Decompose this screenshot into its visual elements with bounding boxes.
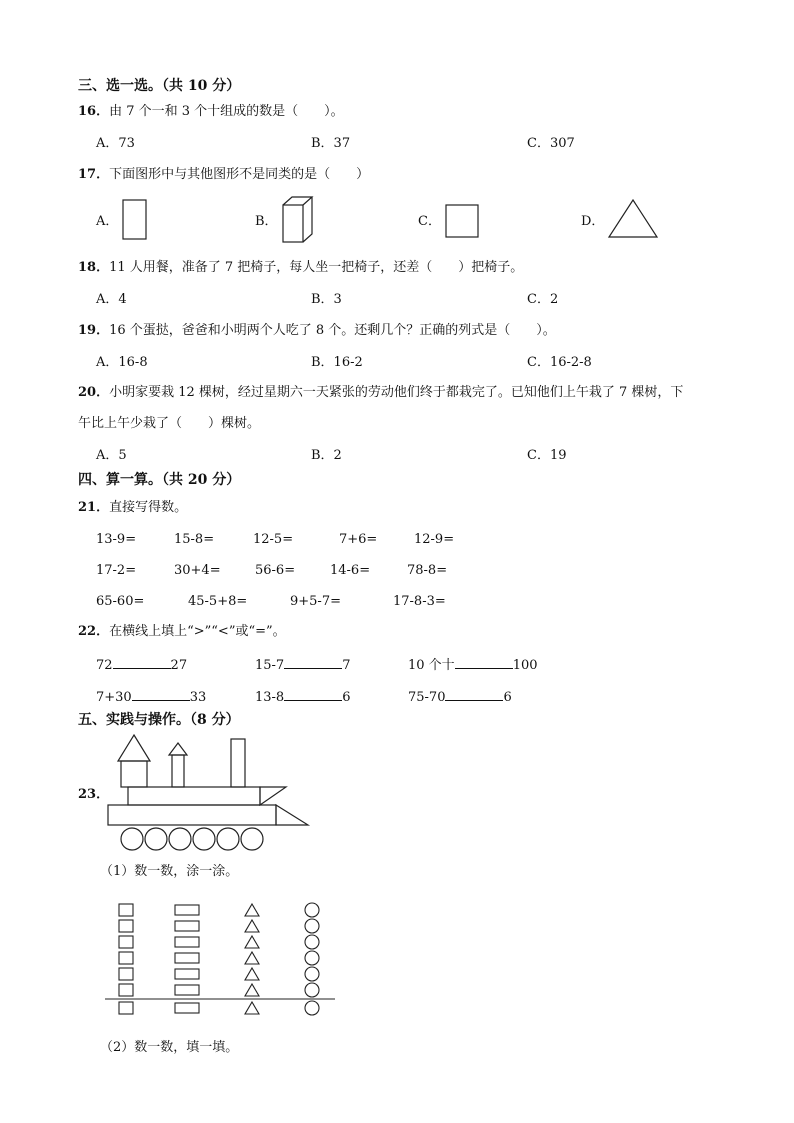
count-circle — [305, 903, 319, 917]
option-a[interactable]: A．16-8 — [96, 355, 148, 370]
count-square — [119, 952, 133, 964]
option-c[interactable]: C．2 — [527, 292, 559, 307]
compare-left: 15-7 — [255, 658, 285, 673]
compare-left: 13-8 — [255, 690, 285, 705]
calc-item[interactable]: 12-9= — [414, 532, 455, 547]
question-number: 23． — [78, 787, 110, 802]
question-18 — [78, 260, 523, 276]
train-figure — [100, 733, 310, 853]
question-number: 17． — [78, 167, 110, 182]
compare-right: 6 — [503, 690, 512, 705]
option-a[interactable]: A．4 — [96, 292, 127, 307]
calc-item[interactable]: 78-8= — [407, 563, 448, 578]
compare-right: 27 — [170, 658, 188, 673]
train-upper-front — [260, 787, 286, 805]
compare-right: 7 — [342, 658, 351, 673]
calc-item[interactable]: 9+5-7= — [290, 594, 341, 609]
section-5-heading: 五、实践与操作。（8 分） — [78, 712, 240, 728]
train-wheel — [121, 828, 143, 850]
calc-item[interactable]: 13-9= — [96, 532, 137, 547]
question-22 — [78, 624, 286, 640]
train-wheel — [169, 828, 191, 850]
count-square — [119, 984, 133, 996]
option-b[interactable]: B． — [255, 214, 278, 229]
triangle-shape — [608, 198, 660, 240]
compare-left: 7+30 — [96, 690, 132, 705]
question-20 — [78, 385, 683, 401]
count-circle — [305, 919, 319, 933]
option-b[interactable]: B．3 — [311, 292, 342, 307]
compare-right: 33 — [189, 690, 207, 705]
calc-item[interactable]: 45-5+8= — [188, 594, 248, 609]
section-4-heading: 四、算一算。（共 20 分） — [78, 472, 241, 488]
question-number: 19． — [78, 323, 110, 338]
question-number: 22． — [78, 624, 110, 639]
option-a[interactable]: A． — [96, 214, 119, 229]
option-c[interactable]: C． — [418, 214, 441, 229]
square-shape — [445, 204, 481, 240]
count-square — [119, 920, 133, 932]
compare-item — [96, 656, 187, 674]
count-square — [119, 1002, 133, 1014]
counting-chart — [105, 898, 337, 1022]
question-number: 18． — [78, 260, 110, 275]
option-c[interactable]: C．16-2-8 — [527, 355, 592, 370]
compare-blank[interactable] — [113, 656, 171, 669]
option-c[interactable]: C．19 — [527, 448, 567, 463]
question-text-line-2: 午比上午少栽了（ ）棵树。 — [78, 416, 261, 431]
count-rectangle — [175, 953, 199, 963]
calc-item[interactable]: 15-8= — [174, 532, 215, 547]
sub-question-2: （2）数一数，填一填。 — [100, 1040, 239, 1055]
count-circle — [305, 951, 319, 965]
question-21 — [78, 500, 187, 516]
question-16 — [78, 104, 344, 120]
compare-blank[interactable] — [284, 656, 342, 669]
calc-item[interactable]: 17-2= — [96, 563, 137, 578]
train-lower-body — [108, 805, 276, 825]
question-text: 在横线上填上“>”“<”或“=”。 — [109, 624, 286, 639]
count-triangle — [245, 952, 259, 964]
calc-item[interactable]: 65-60= — [96, 594, 145, 609]
option-a[interactable]: A．5 — [96, 448, 127, 463]
count-circle — [305, 1001, 319, 1015]
count-triangle — [245, 904, 259, 916]
train-small-chimney — [172, 755, 184, 787]
compare-left: 10 个十 — [408, 658, 455, 673]
option-d[interactable]: D． — [581, 214, 605, 229]
count-rectangle — [175, 985, 199, 995]
question-number: 16． — [78, 104, 110, 119]
count-triangle — [245, 1002, 259, 1014]
count-rectangle — [175, 937, 199, 947]
train-left-roof — [118, 735, 150, 761]
question-text: 下面图形中与其他图形不是同类的是（ ） — [109, 167, 370, 182]
option-b[interactable]: B．2 — [311, 448, 342, 463]
calc-item[interactable]: 12-5= — [253, 532, 294, 547]
train-upper-body — [128, 787, 260, 805]
count-square — [119, 904, 133, 916]
train-wheel — [241, 828, 263, 850]
train-left-chimney — [121, 761, 147, 787]
option-a[interactable]: A．73 — [96, 136, 135, 151]
compare-item — [255, 688, 351, 706]
count-rectangle — [175, 1003, 199, 1013]
count-square — [119, 968, 133, 980]
count-circle — [305, 967, 319, 981]
question-17 — [78, 167, 369, 183]
count-square — [119, 936, 133, 948]
count-triangle — [245, 984, 259, 996]
calc-item[interactable]: 17-8-3= — [393, 594, 446, 609]
calc-item[interactable]: 14-6= — [330, 563, 371, 578]
question-number: 21． — [78, 500, 110, 515]
compare-right: 100 — [512, 658, 538, 673]
question-number: 20． — [78, 385, 110, 400]
count-circle — [305, 935, 319, 949]
compare-blank[interactable] — [284, 688, 342, 701]
option-c[interactable]: C．307 — [527, 136, 575, 151]
compare-item — [408, 656, 538, 674]
compare-left: 72 — [96, 658, 113, 673]
calc-item[interactable]: 7+6= — [339, 532, 378, 547]
compare-item — [96, 688, 206, 706]
compare-left: 75-70 — [408, 690, 446, 705]
train-wheel — [145, 828, 167, 850]
compare-item — [255, 656, 351, 674]
question-text: 由 7 个一和 3 个十组成的数是（ ）。 — [109, 104, 344, 119]
question-text: 直接写得数。 — [109, 500, 188, 515]
sub-question-1: （1）数一数，涂一涂。 — [100, 864, 239, 879]
train-wheel — [193, 828, 215, 850]
section-3-heading: 三、选一选。（共 10 分） — [78, 78, 241, 94]
count-circle — [305, 983, 319, 997]
train-front-wedge — [276, 805, 308, 825]
question-text: 16 个蛋挞，爸爸和小明两个人吃了 8 个。还剩几个？正确的列式是（ ）。 — [109, 323, 556, 338]
question-19 — [78, 323, 556, 339]
calc-item[interactable]: 56-6= — [255, 563, 296, 578]
compare-blank[interactable] — [445, 688, 503, 701]
compare-blank[interactable] — [132, 688, 190, 701]
question-text: 11 人用餐，准备了 7 把椅子，每人坐一把椅子，还差（ ）把椅子。 — [109, 260, 524, 275]
question-text-line-1: 小明家要栽 12 棵树，经过星期六一天紧张的劳动他们终于都栽完了。已知他们上午栽了 7 棵树，下 — [109, 385, 684, 400]
compare-right: 6 — [342, 690, 351, 705]
tall-rectangle-shape — [122, 199, 148, 241]
count-triangle — [245, 968, 259, 980]
count-rectangle — [175, 921, 199, 931]
calc-item[interactable]: 30+4= — [174, 563, 221, 578]
option-b[interactable]: B．37 — [311, 136, 351, 151]
cuboid-shape — [281, 195, 315, 245]
count-rectangle — [175, 905, 199, 915]
compare-item — [408, 688, 512, 706]
train-small-roof — [169, 743, 187, 755]
compare-blank[interactable] — [455, 656, 513, 669]
train-tall-chimney — [231, 739, 245, 787]
train-wheel — [217, 828, 239, 850]
count-rectangle — [175, 969, 199, 979]
count-triangle — [245, 936, 259, 948]
count-triangle — [245, 920, 259, 932]
option-b[interactable]: B．16-2 — [311, 355, 363, 370]
